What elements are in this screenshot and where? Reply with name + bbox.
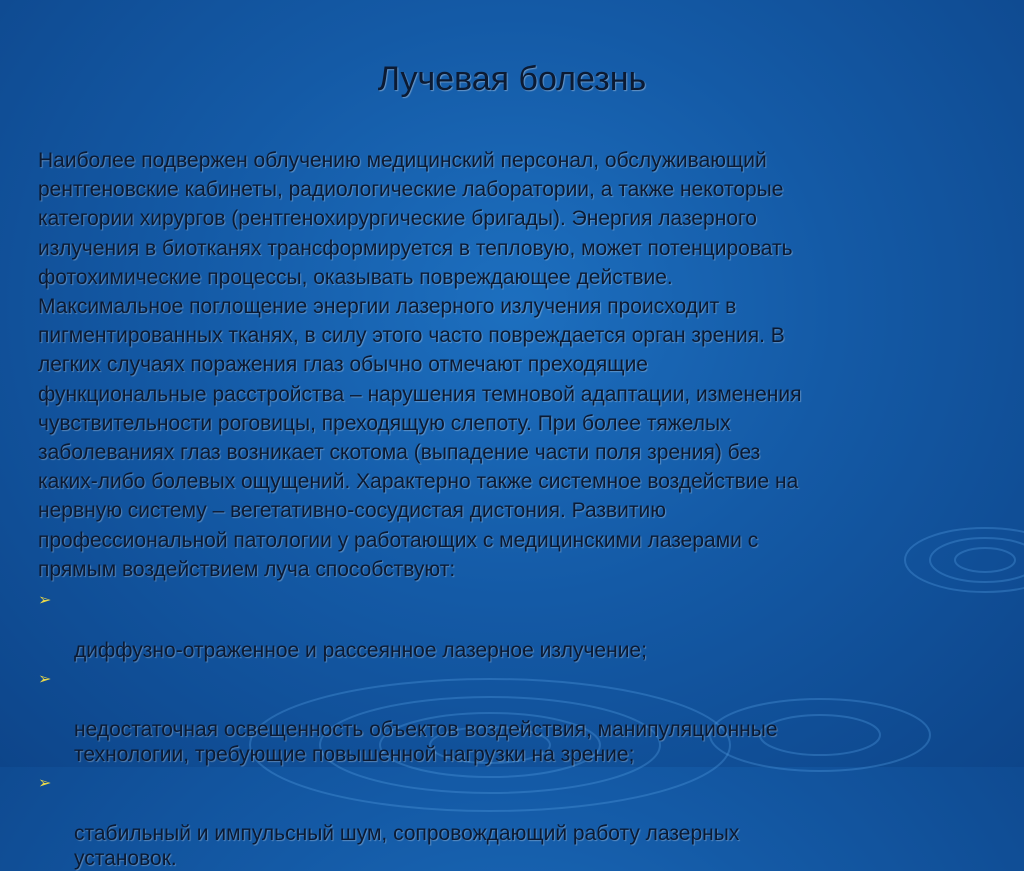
slide-content: [38, 146, 988, 871]
slide-title: Лучевая болезнь: [377, 60, 647, 98]
body-paragraph: Наиболее подвержен облучению медицинский персонал, обслуживающий рентгеновские кабинеты, радиологические лаборатории, а также некоторые категории хирургов (рентгенохирургические бригады). Энергия лазерного излучения в биотканях трансформируется в тепловую, может потенцировать фотохимические процессы, оказывать повреждающее действие. Максимальное поглощение энергии лазерного излучения происходит в пигментированных тканях, в силу этого часто повреждается орган зрения. В легких случаях поражения глаз обычно отмечают преходящие функциональные расстройства – нарушения темновой адаптации, изменения чувствительности роговицы, преходящую слепоту. При более тяжелых заболеваниях глаз возникает скотома (выпадение части поля зрения) без каких-либо болевых ощущений. Характерно также системное воздействие на нервную систему – вегетативно-сосудистая дистония. Развитию профессиональной патологии у работающих с медицинскими лазерами с прямым воздействием луча способствуют:: [38, 149, 802, 581]
list-item: [38, 588, 988, 663]
arrow-bullet-icon: ➢: [38, 775, 52, 793]
bullet-list: [38, 588, 988, 871]
list-item: [38, 771, 988, 871]
arrow-bullet-icon: ➢: [38, 592, 52, 610]
list-item-text: стабильный и импульсный шум, сопровождающий работу лазерных установок.: [74, 822, 740, 871]
list-item: [38, 667, 988, 767]
list-item-text: диффузно-отраженное и рассеянное лазерное излучение;: [74, 639, 647, 663]
list-item-text: недостаточная освещенность объектов воздействия, манипуляционные технологии, требующие повышенной нагрузки на зрение;: [74, 718, 778, 767]
arrow-bullet-icon: ➢: [38, 671, 52, 689]
